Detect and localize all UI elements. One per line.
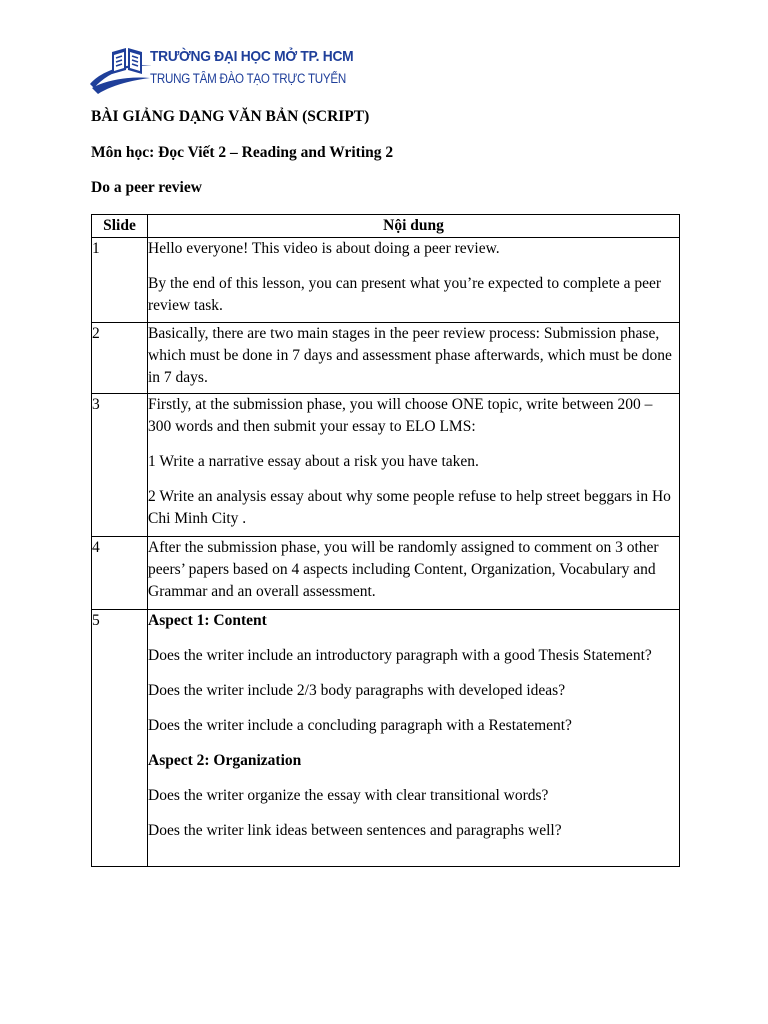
slide-number: 3: [92, 394, 148, 537]
slide-content: [148, 610, 680, 867]
logo-university-name: TRƯỜNG ĐẠI HỌC MỞ TP. HCM: [150, 48, 354, 65]
slide-number: 1: [92, 238, 148, 323]
content-paragraph: 2 Write an analysis essay about why some people refuse to help street beggars in Ho Chi Minh City .: [148, 488, 671, 527]
content-paragraph: Hello everyone! This video is about doing a peer review.: [148, 240, 500, 257]
subject-line: Môn học: Đọc Viết 2 – Reading and Writing 2: [91, 144, 394, 161]
table-row: [92, 323, 680, 394]
column-header-content: Nội dung: [148, 215, 680, 238]
column-header-slide: Slide: [92, 215, 148, 238]
table-row: [92, 394, 680, 537]
table-row: [92, 610, 680, 867]
content-paragraph: By the end of this lesson, you can present what you’re expected to complete a peer review task.: [148, 275, 662, 314]
script-table: [91, 214, 680, 867]
content-paragraph: Firstly, at the submission phase, you will choose ONE topic, write between 200 – 300 words and then submit your essay to ELO LMS:: [148, 396, 653, 435]
content-paragraph: Does the writer link ideas between sentences and paragraphs well?: [148, 822, 562, 839]
content-paragraph: Basically, there are two main stages in the peer review process: Submission phase, which must be done in 7 days and assessment phase afterwards, which must be done in 7 days.: [148, 325, 672, 386]
table-row: [92, 238, 680, 323]
slide-number: 5: [92, 610, 148, 867]
university-logo: [88, 42, 354, 98]
slide-content: [148, 238, 680, 323]
logo-center-name: TRUNG TÂM ĐÀO TẠO TRỰC TUYẾN: [150, 71, 346, 86]
slide-content: [148, 323, 680, 394]
content-paragraph: Does the writer include an introductory paragraph with a good Thesis Statement?: [148, 647, 652, 664]
book-logo-icon: [88, 44, 154, 96]
table-row: [92, 537, 680, 610]
lesson-title: Do a peer review: [91, 179, 202, 196]
slide-content: [148, 394, 680, 537]
slide-number: 4: [92, 537, 148, 610]
content-paragraph: Does the writer include 2/3 body paragraphs with developed ideas?: [148, 682, 566, 699]
document-title: BÀI GIẢNG DẠNG VĂN BẢN (SCRIPT): [91, 108, 370, 125]
aspect-heading: Aspect 1: Content: [148, 612, 267, 629]
content-paragraph: 1 Write a narrative essay about a risk you have taken.: [148, 453, 479, 470]
content-paragraph: After the submission phase, you will be randomly assigned to comment on 3 other peers’ papers based on 4 aspects including Content, Organization, Vocabulary and Grammar and an overall assessment.: [148, 539, 659, 600]
slide-number: 2: [92, 323, 148, 394]
table-header-row: [92, 215, 680, 238]
aspect-heading: Aspect 2: Organization: [148, 752, 302, 769]
slide-content: [148, 537, 680, 610]
content-paragraph: Does the writer include a concluding paragraph with a Restatement?: [148, 717, 572, 734]
content-paragraph: Does the writer organize the essay with clear transitional words?: [148, 787, 549, 804]
